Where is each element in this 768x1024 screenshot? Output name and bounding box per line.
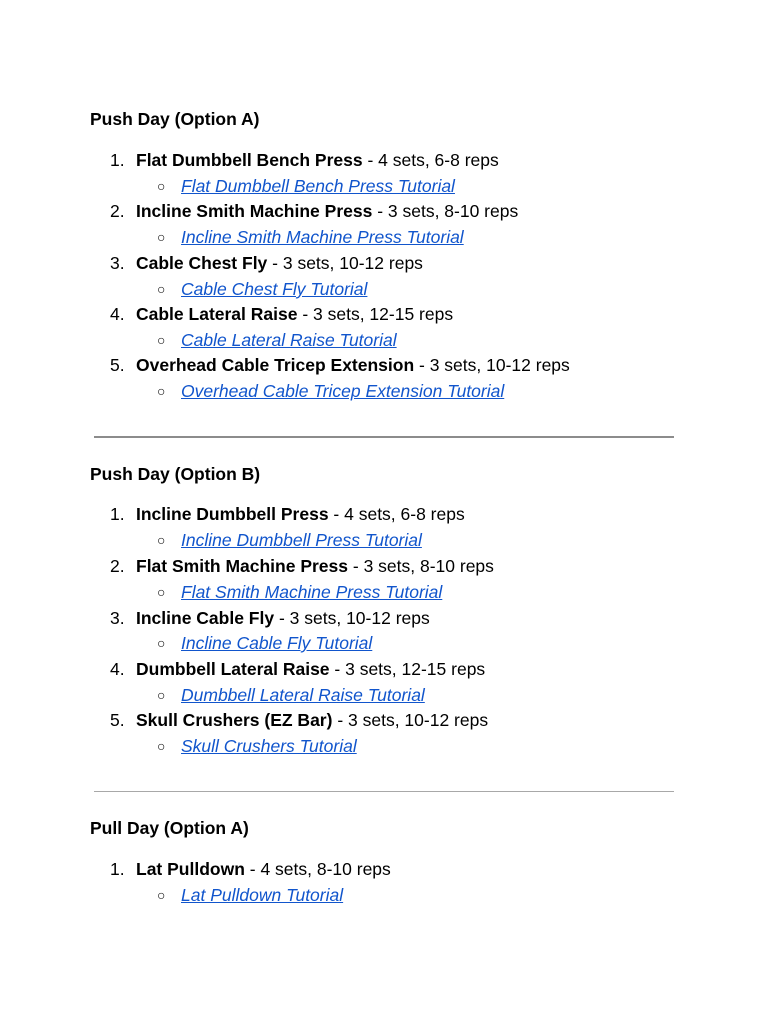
item-number: 1.	[110, 859, 125, 879]
section-divider	[94, 791, 674, 792]
section-title: Push Day (Option A)	[90, 109, 260, 129]
item-number: 2.	[110, 201, 125, 221]
bullet-icon: ○	[157, 687, 166, 703]
exercise-detail: - 4 sets, 6-8 reps	[328, 504, 465, 524]
tutorial-link[interactable]: Incline Cable Fly Tutorial	[181, 633, 373, 653]
exercise-name: Incline Cable Fly	[136, 608, 275, 628]
bullet-icon: ○	[157, 332, 166, 348]
exercise-detail: - 3 sets, 10-12 reps	[414, 355, 570, 375]
exercise-detail: - 3 sets, 10-12 reps	[332, 710, 489, 730]
exercise-detail: - 3 sets, 10-12 reps	[267, 253, 423, 273]
exercise-name: Incline Smith Machine Press	[136, 201, 373, 221]
exercise-detail: - 3 sets, 12-15 reps	[329, 659, 486, 679]
exercise-detail: - 3 sets, 8-10 reps	[348, 556, 494, 576]
exercise-name: Lat Pulldown	[136, 859, 245, 879]
exercise-name: Incline Dumbbell Press	[136, 504, 329, 524]
item-number: 3.	[110, 253, 125, 273]
tutorial-link[interactable]: Overhead Cable Tricep Extension Tutorial	[181, 381, 505, 401]
tutorial-link[interactable]: Incline Dumbbell Press Tutorial	[181, 530, 422, 550]
exercise-detail: - 4 sets, 6-8 reps	[362, 150, 499, 170]
bullet-icon: ○	[157, 281, 166, 297]
exercise-name: Flat Dumbbell Bench Press	[136, 150, 363, 170]
tutorial-link[interactable]: Lat Pulldown Tutorial	[181, 885, 344, 905]
exercise-detail: - 3 sets, 8-10 reps	[372, 201, 519, 221]
item-number: 5.	[110, 710, 125, 730]
item-number: 5.	[110, 355, 125, 375]
tutorial-link[interactable]: Flat Dumbbell Bench Press Tutorial	[181, 176, 455, 196]
bullet-icon: ○	[157, 178, 166, 194]
exercise-name: Flat Smith Machine Press	[136, 556, 349, 576]
bullet-icon: ○	[157, 887, 166, 903]
tutorial-link[interactable]: Skull Crushers Tutorial	[181, 736, 357, 756]
exercise-name: Overhead Cable Tricep Extension	[136, 355, 415, 375]
item-number: 3.	[110, 608, 125, 628]
tutorial-link[interactable]: Cable Lateral Raise Tutorial	[181, 330, 397, 350]
tutorial-link[interactable]: Dumbbell Lateral Raise Tutorial	[181, 685, 425, 705]
bullet-icon: ○	[157, 383, 166, 399]
bullet-icon: ○	[157, 738, 166, 754]
bullet-icon: ○	[157, 635, 166, 651]
item-number: 2.	[110, 556, 125, 576]
exercise-detail: - 4 sets, 8-10 reps	[244, 859, 391, 879]
exercise-name: Dumbbell Lateral Raise	[136, 659, 330, 679]
tutorial-link[interactable]: Flat Smith Machine Press Tutorial	[181, 582, 443, 602]
item-number: 1.	[110, 150, 125, 170]
tutorial-link[interactable]: Incline Smith Machine Press Tutorial	[181, 227, 464, 247]
item-number: 4.	[110, 659, 125, 679]
section-title: Push Day (Option B)	[90, 464, 261, 484]
bullet-icon: ○	[157, 584, 166, 600]
section-divider	[94, 436, 674, 438]
exercise-name: Skull Crushers (EZ Bar)	[136, 710, 333, 730]
section-title: Pull Day (Option A)	[90, 818, 249, 838]
item-number: 4.	[110, 304, 125, 324]
tutorial-link[interactable]: Cable Chest Fly Tutorial	[181, 279, 368, 299]
exercise-name: Cable Lateral Raise	[136, 304, 298, 324]
exercise-name: Cable Chest Fly	[136, 253, 268, 273]
exercise-detail: - 3 sets, 10-12 reps	[274, 608, 430, 628]
bullet-icon: ○	[157, 532, 166, 548]
bullet-icon: ○	[157, 229, 166, 245]
exercise-detail: - 3 sets, 12-15 reps	[297, 304, 454, 324]
item-number: 1.	[110, 504, 125, 524]
